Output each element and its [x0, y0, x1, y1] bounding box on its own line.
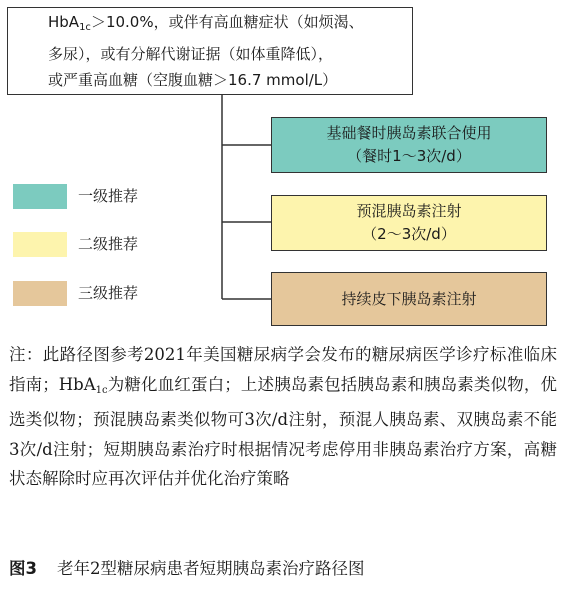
legend-swatch-level2 [13, 232, 67, 257]
condition-line-3: 或严重高血糖（空腹血糖＞16.7 mmol/L） [48, 71, 338, 89]
condition-line-1: HbA$_{1c}$＞10.0%，或伴有高血糖症状（如烦渴、 [48, 13, 364, 33]
figure-note: 注：此路径图参考2021年美国糖尿病学会发布的糖尿病医学诊疗标准临床指南；HbA$_{1c}$为糖化血红蛋白；上述胰岛素包括胰岛素和胰岛素类似物，优选类似物；预混胰岛素类似物可3次/d注射，预混人胰岛素、双胰岛素不能3次/d注射；短期胰岛素治疗时根据情况考虑停用非胰岛素治疗方案，高糖状态解除时应再次评估并优化治疗策略 [9, 345, 557, 488]
legend-label-level1: 一级推荐 [78, 187, 139, 205]
option-title: 持续皮下胰岛素注射 [341, 289, 477, 308]
option-box-csii [271, 272, 547, 326]
option-detail: （2～3次/d） [362, 225, 456, 243]
legend-swatch-level1 [13, 184, 67, 209]
option-title: 预混胰岛素注射 [356, 202, 462, 220]
legend-label-level3: 三级推荐 [78, 284, 139, 302]
option-detail: （餐时1～3次/d） [347, 147, 471, 165]
condition-line-2: 多尿），或有分解代谢证据（如体重降低）， [48, 45, 334, 63]
legend-swatch-level3 [13, 281, 67, 306]
figure-title: 老年2型糖尿病患者短期胰岛素治疗路径图 [56, 559, 365, 578]
option-box-premixed [271, 195, 547, 251]
option-title: 基础餐时胰岛素联合使用 [326, 124, 492, 142]
legend-label-level2: 二级推荐 [78, 235, 139, 253]
figure-caption [9, 556, 557, 582]
condition-box [7, 7, 413, 95]
figure-number: 图3 [9, 559, 37, 578]
option-box-basal-bolus [271, 117, 547, 173]
